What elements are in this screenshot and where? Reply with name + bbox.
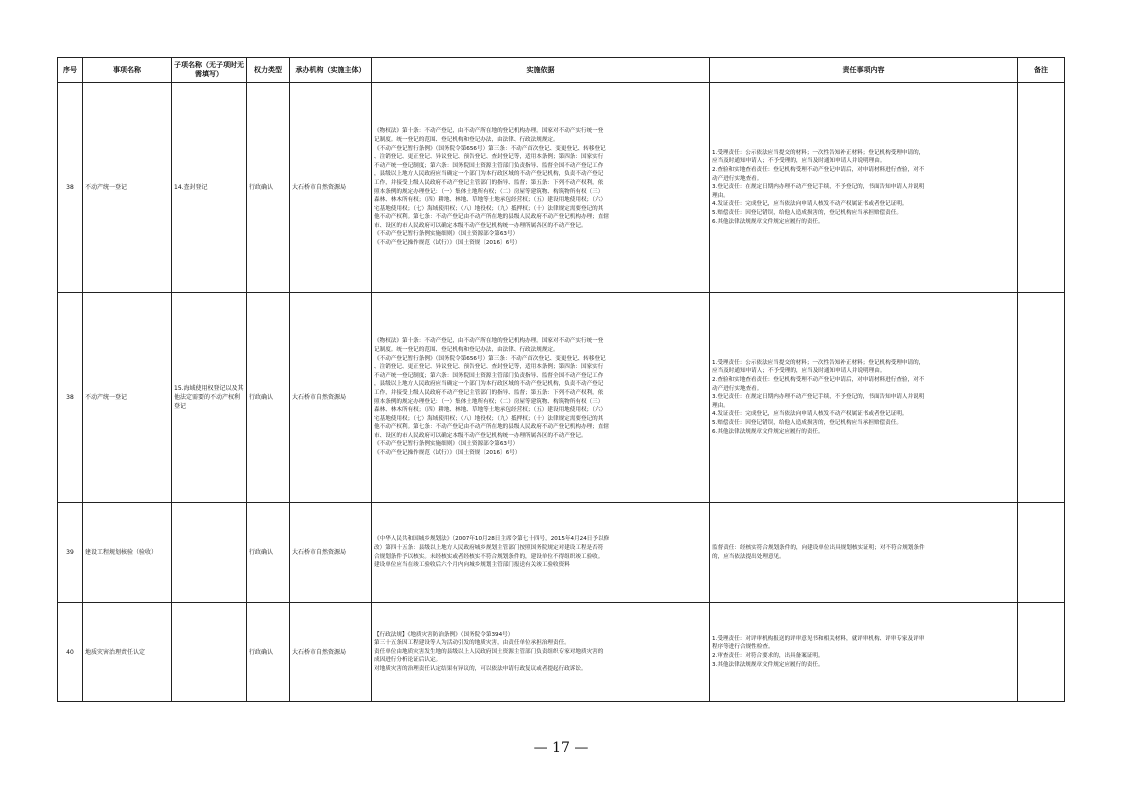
page-number: — 17 — [533,740,589,756]
cell-no: 38 [58,293,83,503]
header-duty: 责任事项内容 [710,58,1018,83]
basis-line: 建设单位应当在竣工验收后六个月内向城乡规划主管部门报送有关竣工验收资料 [374,562,570,569]
duty-line: 1.受理责任：对评审机构报送的评审意见书和相关材料，就评审机构、评审专家及评审 [712,635,925,642]
basis-line: 改）第四十五条：县级以上地方人民政府城乡规划主管部门按照国务院规定对建设工程是否符 [374,544,604,551]
cell-no: 38 [58,83,83,293]
cell-duty [710,83,1018,293]
cell-basis [372,603,710,702]
basis-line: 记制度。统一登记的范围、登记机构和登记办法，由法律、行政法规规定。 [374,346,559,353]
cell-duty [710,503,1018,603]
basis-line: 对地质灾害的治理责任认定结果有异议的，可以依法申请行政复议或者提起行政诉讼。 [374,665,587,672]
basis-line: 成因进行分析论证后认定。 [374,657,442,664]
basis-line: 《物权法》第十条：不动产登记，由不动产所在地的登记机构办理。国家对不动产实行统一登 [374,128,604,135]
basis-line: 工作，并接受上级人民政府不动产登记主管部门的指导、监督；第五条：下列不动产权利，依 [374,179,604,186]
duty-line: 应当及时通知申请人；不予受理的，应当及时通知申请人并说明理由。 [712,368,886,375]
cell-subitem [172,603,247,702]
duty-line: 2.查验和实地查看责任：登记机构受理不动产登记申请后，对申请材料进行查验，对不 [712,167,925,174]
cell-basis [372,503,710,603]
cell-power: 行政确认 [247,293,290,503]
basis-line: 工作，并接受上级人民政府不动产登记主管部门的指导、监督；第五条：下列不动产权利，依 [374,389,604,396]
basis-line: 《物权法》第十条：不动产登记，由不动产所在地的登记机构办理。国家对不动产实行统一登 [374,338,604,345]
duty-line: 3.其他法律法规规章文件规定应履行的责任。 [712,661,824,668]
header-subitem: 子项名称（无子项时无需填写） [172,58,247,83]
header-item: 事项名称 [83,58,172,83]
basis-line: 森林、林木所有权；（四）耕地、林地、草地等土地承包经营权；（五）建设用地使用权；（六） [374,197,607,204]
basis-line: 照本条例的规定办理登记：（一）集体土地所有权；（二）房屋等建筑物、构筑物所有权（三） [374,188,604,195]
basis-line: 《不动产登记暂行条例》（国务院令第656号）第三条：不动产首次登记、变更登记、转移登记 [374,145,606,152]
duty-line: 动产进行实地查看。 [712,385,763,392]
basis-line: 他不动产权利。第七条：不动产登记由不动产所在地的县级人民政府不动产登记机构办理；直辖 [374,214,609,221]
duty-line: 2.查验和实地查看责任：登记机构受理不动产登记申请后，对申请材料进行查验，对不 [712,377,925,384]
cell-note [1018,603,1065,702]
duty-line: 6.其他法律法规规章文件规定应履行的责任。 [712,218,824,225]
basis-line: 《不动产登记暂行条例》（国务院令第656号）第三条：不动产首次登记、变更登记、转移登记 [374,355,606,362]
basis-line: 森林、林木所有权；（四）耕地、林地、草地等土地承包经营权；（五）建设用地使用权；（六） [374,407,607,414]
duty-line: 程序等进行合规性检查。 [712,644,774,651]
cell-no: 40 [58,603,83,702]
basis-line: 宅基地使用权；（七）海域使用权；（八）地役权；（九）抵押权；（十）法律规定需要登记的其 [374,205,604,212]
cell-note [1018,293,1065,503]
basis-line: 《不动产登记操作规范（试行）》（国土资规〔2016〕6号） [374,450,521,457]
cell-power: 行政确认 [247,603,290,702]
cell-note [1018,503,1065,603]
duty-line: 的，应当依法提出处理意见。 [712,553,785,560]
basis-line: 照本条例的规定办理登记：（一）集体土地所有权；（二）房屋等建筑物、构筑物所有权（三） [374,398,604,405]
basis-line: 《不动产登记操作规范（试行）》（国土资规〔2016〕6号） [374,240,521,247]
cell-no: 39 [58,503,83,603]
table-row [58,603,1065,702]
cell-subitem [172,503,247,603]
duty-line: 动产进行实地查看。 [712,175,763,182]
duty-line: 应当及时通知申请人；不予受理的，应当及时通知申请人并说明理由。 [712,158,886,165]
cell-org: 大石桥市自然资源局 [290,83,372,293]
cell-org: 大石桥市自然资源局 [290,503,372,603]
duty-line: 4.发证责任：完成登记，应当依法向申请人核发不动产权属证书或者登记证明。 [712,201,908,208]
duty-line: 1.受理责任：公示依法应当提交的材料；一次性告知补正材料；登记机构受理申请的， [712,359,925,366]
cell-power: 行政确认 [247,503,290,603]
header-org: 承办机构（实施主体） [290,58,372,83]
basis-line: 合规划条件予以核实。未经核实或者经核实不符合规划条件的，建设单位不得组织竣工验收。 [374,553,604,560]
basis-line: 、注销登记、更正登记、异议登记、预告登记、查封登记等，适用本条例；第四条：国家实行 [374,154,604,161]
cell-item: 地质灾害治理责任认定 [83,603,172,702]
cell-item: 不动产统一登记 [83,83,172,293]
responsibility-table [57,57,1065,702]
duty-line: 2.审查责任：对符合要求的，出具备案证明。 [712,653,824,659]
header-basis: 实施依据 [372,58,710,83]
basis-line: 责任单位由地质灾害发生地的县级以上人民政府国土资源主管部门负责组织专家对地质灾害的 [374,648,604,655]
cell-subitem: 14.查封登记 [172,83,247,293]
cell-org: 大石桥市自然资源局 [290,293,372,503]
basis-line: 不动产统一登记制度；第六条：国务院国土资源主管部门负责指导、监督全国不动产登记工作 [374,162,604,169]
table-row [58,83,1065,293]
header-power: 权力类型 [247,58,290,83]
duty-line: 3.登记责任：在规定日期内办理不动产登记手续，不予登记的，书面告知申请人并说明 [712,184,925,191]
cell-basis [372,83,710,293]
basis-line: 记制度。统一登记的范围、登记机构和登记办法，由法律、行政法规规定。 [374,136,559,143]
basis-line: ，县级以上地方人民政府应当确定一个部门为本行政区域的不动产登记机构，负责不动产登记 [374,381,604,388]
header-no: 序号 [58,58,83,83]
duty-line: 理由。 [712,402,729,409]
basis-line: 《不动产登记暂行条例实施细则》（国土资源部令第63号） [374,231,519,238]
cell-duty [710,603,1018,702]
duty-line: 3.登记责任：在规定日期内办理不动产登记手续，不予登记的，书面告知申请人并说明 [712,394,925,401]
cell-basis [372,293,710,503]
basis-line: 第三十五条因工程建设等人为活动引发的地质灾害，由责任单位承担治理责任。 [374,640,570,647]
cell-duty [710,293,1018,503]
basis-line: 市、设区的市人民政府可以确定本级不动产登记机构统一办理所属各区的不动产登记。 [374,222,587,229]
cell-power: 行政确认 [247,83,290,293]
cell-subitem: 15.海域使用权登记以及其他法定需要的不动产权利登记 [172,293,247,503]
basis-line: 市、设区的市人民政府可以确定本级不动产登记机构统一办理所属各区的不动产登记。 [374,432,587,439]
duty-line: 1.受理责任：公示依法应当提交的材料；一次性告知补正材料；登记机构受理申请的， [712,149,925,156]
basis-line: 《中华人民共和国城乡规划法》（2007年10月28日主席令第七十四号，2015年4月24日予以修 [374,536,610,543]
basis-line: 、注销登记、更正登记、异议登记、预告登记、查封登记等，适用本条例；第四条：国家实行 [374,364,604,371]
table-row [58,293,1065,503]
duty-line: 6.其他法律法规规章文件规定应履行的责任。 [712,428,824,435]
duty-line: 理由。 [712,192,729,199]
duty-line: 4.发证责任：完成登记，应当依法向申请人核发不动产权属证书或者登记证明。 [712,411,908,418]
cell-item: 建设工程规划核验（验收） [83,503,172,603]
basis-line: 宅基地使用权；（七）海域使用权；（八）地役权；（九）抵押权；（十）法律规定需要登记的其 [374,415,604,422]
cell-org: 大石桥市自然资源局 [290,603,372,702]
duty-line: 5.赔偿责任：因登记错误，给他人造成损害的，登记机构应当承担赔偿责任。 [712,209,902,216]
duty-line: 监督责任：经核实符合规划条件的，向建设单位出具规划核实证明；对不符合规划条件 [712,544,925,551]
duty-line: 5.赔偿责任：因登记错误，给他人造成损害的，登记机构应当承担赔偿责任。 [712,419,902,426]
cell-item: 不动产统一登记 [83,293,172,503]
basis-line: 【行政法规】《地质灾害防治条例》（国务院令第394号） [374,631,514,638]
header-note: 备注 [1018,58,1065,83]
basis-line: 不动产统一登记制度；第六条：国务院国土资源主管部门负责指导、监督全国不动产登记工作 [374,372,604,379]
basis-line: 他不动产权利。第七条：不动产登记由不动产所在地的县级人民政府不动产登记机构办理；直辖 [374,424,609,431]
cell-note [1018,83,1065,293]
table-row [58,503,1065,603]
basis-line: 《不动产登记暂行条例实施细则》（国土资源部令第63号） [374,441,519,448]
basis-line: ，县级以上地方人民政府应当确定一个部门为本行政区域的不动产登记机构，负责不动产登记 [374,171,604,178]
header-row [58,58,1065,83]
